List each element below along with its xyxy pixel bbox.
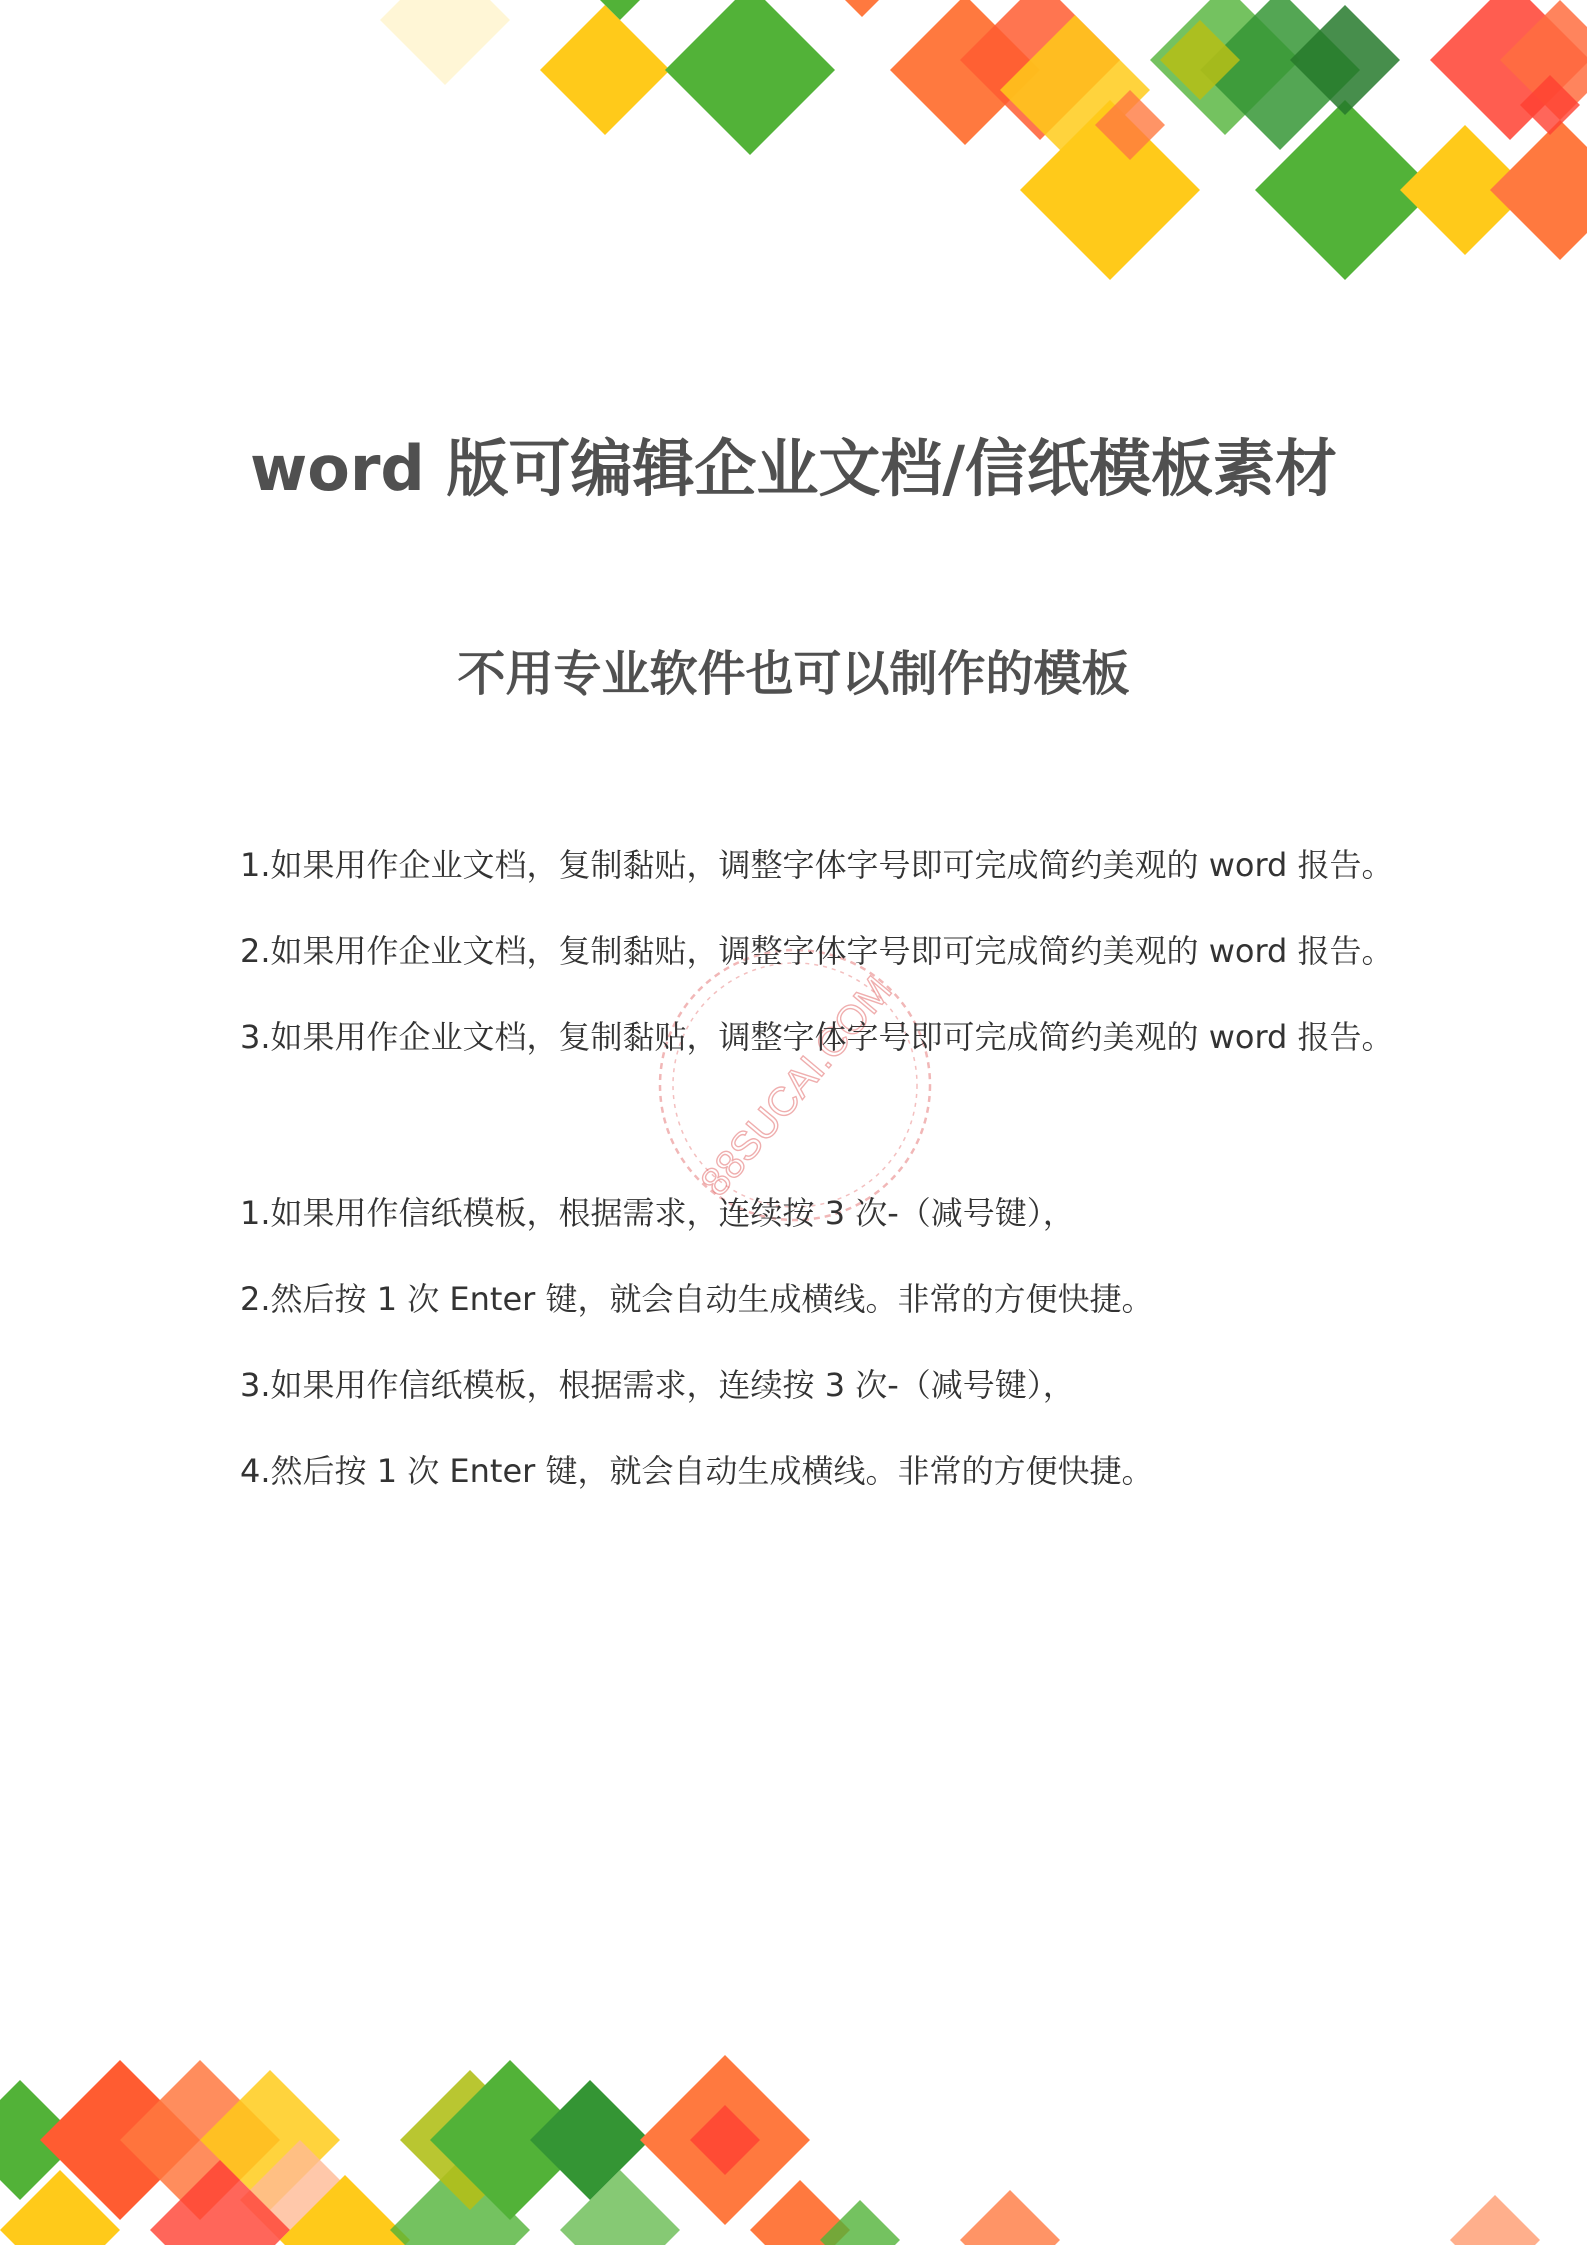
list-item: 1.如果用作信纸模板，根据需求，连续按 3 次-（减号键）， (240, 1194, 1075, 1232)
list-item: 4.然后按 1 次 Enter 键，就会自动生成横线。非常的方便快捷。 (240, 1452, 1154, 1490)
page-title: word 版可编辑企业文档/信纸模板素材 (249, 432, 1338, 505)
list-item: 1.如果用作企业文档，复制黏贴，调整字体字号即可完成简约美观的 word 报告。 (240, 846, 1394, 884)
watermark-text: 88SUCAI.COM (692, 968, 901, 1205)
top-diamond-decoration (0, 0, 1587, 300)
list-item: 3.如果用作企业文档，复制黏贴，调整字体字号即可完成简约美观的 word 报告。 (240, 1018, 1394, 1056)
list-item: 2.如果用作企业文档，复制黏贴，调整字体字号即可完成简约美观的 word 报告。 (240, 932, 1394, 970)
page-subtitle: 不用专业软件也可以制作的模板 (457, 646, 1130, 702)
document-usage-list (240, 822, 1420, 1080)
bottom-diamond-decoration (0, 2030, 1587, 2245)
list-item: 3.如果用作信纸模板，根据需求，连续按 3 次-（减号键）， (240, 1366, 1075, 1404)
letterhead-usage-list (240, 1170, 1420, 1514)
list-item: 2.然后按 1 次 Enter 键，就会自动生成横线。非常的方便快捷。 (240, 1280, 1154, 1318)
